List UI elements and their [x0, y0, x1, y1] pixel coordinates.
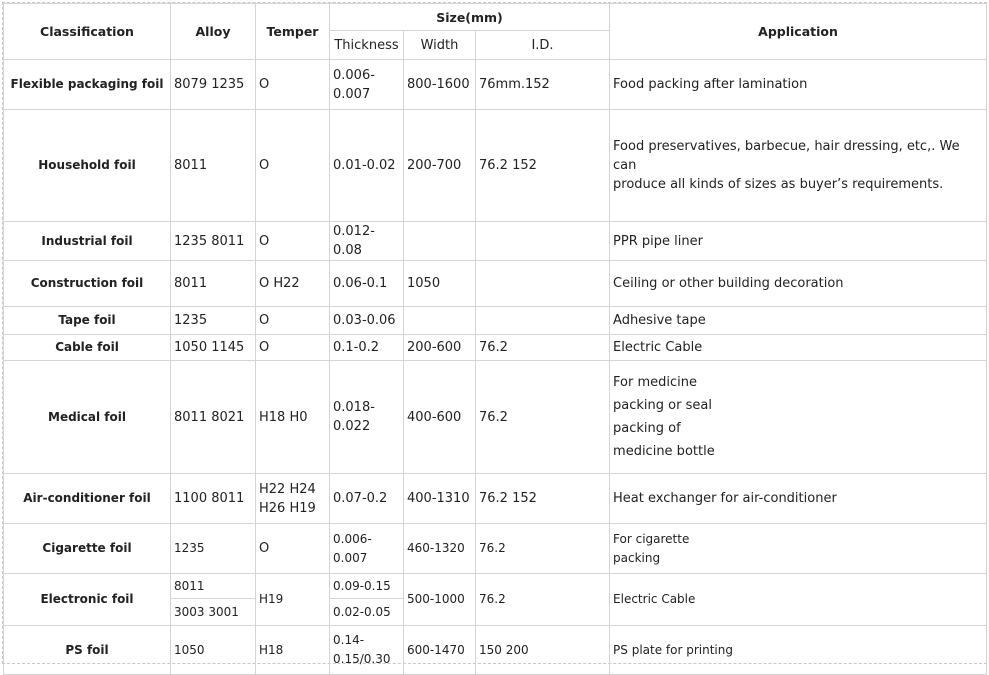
- width-cell: 400-600: [404, 361, 476, 474]
- thickness-cell: [330, 60, 404, 110]
- width-cell: 460-1320: [404, 524, 476, 574]
- width-cell: 500-1000: [404, 574, 476, 626]
- thickness-cell: 0.06-0.1: [330, 261, 404, 307]
- thickness-line: 0.018-: [333, 400, 375, 415]
- id-cell: 76mm.152: [476, 60, 610, 110]
- application-line: medicine bottle: [613, 444, 715, 459]
- temper-cell: H19: [256, 574, 330, 626]
- alloy-cell: 1050: [171, 626, 256, 675]
- id-cell: 76.2 152: [476, 110, 610, 222]
- id-cell: 76.2: [476, 335, 610, 361]
- temper-cell: O: [256, 110, 330, 222]
- table-row: [4, 574, 987, 599]
- header-thickness: Thickness: [330, 31, 404, 60]
- application-cell: Electric Cable: [610, 335, 987, 361]
- header-size: Size(mm): [330, 4, 610, 31]
- alloy-cell: 1235: [171, 524, 256, 574]
- id-cell: 76.2 152: [476, 474, 610, 524]
- temper-cell: O: [256, 60, 330, 110]
- table-row: [4, 626, 987, 675]
- classification-cell: Flexible packaging foil: [4, 60, 171, 110]
- table-row: [4, 261, 987, 307]
- thickness-cell: 0.09-0.15: [330, 574, 404, 599]
- thickness-line: 0.006-: [333, 67, 375, 83]
- alloy-cell: 8011: [171, 110, 256, 222]
- classification-cell: Air-conditioner foil: [4, 474, 171, 524]
- alloy-cell: 8079 1235: [171, 60, 256, 110]
- width-cell: 1050: [404, 261, 476, 307]
- header-id: I.D.: [476, 31, 610, 60]
- classification-cell: PS foil: [4, 626, 171, 675]
- thickness-cell: 0.02-0.05: [330, 599, 404, 626]
- classification-cell: Construction foil: [4, 261, 171, 307]
- header-classification: Classification: [4, 4, 171, 60]
- classification-cell: Tape foil: [4, 307, 171, 335]
- temper-cell: O H22: [256, 261, 330, 307]
- table-row: [4, 307, 987, 335]
- thickness-cell: [330, 626, 404, 675]
- classification-cell: Electronic foil: [4, 574, 171, 626]
- application-line: For cigarette: [613, 531, 690, 546]
- temper-line: H22 H24: [259, 481, 316, 497]
- alloy-cell: 8011 8021: [171, 361, 256, 474]
- classification-cell: Cigarette foil: [4, 524, 171, 574]
- temper-cell: H18: [256, 626, 330, 675]
- application-cell: [610, 524, 987, 574]
- thickness-cell: 0.01-0.02: [330, 110, 404, 222]
- table-row: [4, 60, 987, 110]
- application-cell: Heat exchanger for air-conditioner: [610, 474, 987, 524]
- classification-cell: Cable foil: [4, 335, 171, 361]
- header-alloy: Alloy: [171, 4, 256, 60]
- application-line: packing: [613, 550, 661, 565]
- thickness-line: 0.007: [333, 86, 371, 102]
- table-row: [4, 361, 987, 474]
- alloy-cell: 3003 3001: [171, 599, 256, 626]
- thickness-cell: 0.07-0.2: [330, 474, 404, 524]
- header-application: Application: [610, 4, 987, 60]
- thickness-cell: 0.03-0.06: [330, 307, 404, 335]
- width-cell: 200-600: [404, 335, 476, 361]
- alloy-cell: 1050 1145: [171, 335, 256, 361]
- thickness-line: 0.15/0.30: [333, 652, 391, 666]
- application-cell: PPR pipe liner: [610, 222, 987, 261]
- width-cell: 800-1600: [404, 60, 476, 110]
- temper-cell: O: [256, 307, 330, 335]
- application-line: produce all kinds of sizes as buyer’s requirements.: [613, 177, 944, 192]
- alloy-cell: 1235: [171, 307, 256, 335]
- id-cell: [476, 307, 610, 335]
- alloy-cell: 8011: [171, 261, 256, 307]
- alloy-cell: 1100 8011: [171, 474, 256, 524]
- id-cell: 76.2: [476, 361, 610, 474]
- id-cell: 76.2: [476, 574, 610, 626]
- application-cell: PS plate for printing: [610, 626, 987, 675]
- table-row: [4, 110, 987, 222]
- table-row: [4, 524, 987, 574]
- thickness-cell: 0.1-0.2: [330, 335, 404, 361]
- application-line: packing or seal: [613, 398, 712, 413]
- thickness-cell: [330, 361, 404, 474]
- temper-cell: O: [256, 335, 330, 361]
- application-cell: Adhesive tape: [610, 307, 987, 335]
- application-cell: [610, 361, 987, 474]
- table-row: [4, 474, 987, 524]
- thickness-cell: 0.012-0.08: [330, 222, 404, 261]
- application-cell: Electric Cable: [610, 574, 987, 626]
- thickness-line: 0.022: [333, 419, 371, 434]
- id-cell: [476, 261, 610, 307]
- width-cell: [404, 307, 476, 335]
- header-row: [4, 4, 987, 31]
- id-cell: 150 200: [476, 626, 610, 675]
- thickness-cell: 0.006-0.007: [330, 524, 404, 574]
- application-cell: Food packing after lamination: [610, 60, 987, 110]
- table-row: [4, 222, 987, 261]
- classification-cell: Medical foil: [4, 361, 171, 474]
- width-cell: [404, 222, 476, 261]
- temper-cell: [256, 474, 330, 524]
- application-line: packing of: [613, 421, 681, 436]
- application-cell: Ceiling or other building decoration: [610, 261, 987, 307]
- temper-cell: O: [256, 222, 330, 261]
- header-temper: Temper: [256, 4, 330, 60]
- alloy-cell: 1235 8011: [171, 222, 256, 261]
- application-cell: [610, 110, 987, 222]
- application-line: Food preservatives, barbecue, hair dressing, etc,. We can: [613, 139, 960, 173]
- alloy-cell: 8011: [171, 574, 256, 599]
- id-cell: 76.2: [476, 524, 610, 574]
- header-width: Width: [404, 31, 476, 60]
- width-cell: 200-700: [404, 110, 476, 222]
- classification-cell: Industrial foil: [4, 222, 171, 261]
- thickness-line: 0.14-: [333, 633, 365, 647]
- id-cell: [476, 222, 610, 261]
- width-cell: 600-1470: [404, 626, 476, 675]
- temper-line: H26 H19: [259, 500, 316, 516]
- foil-spec-table: [3, 3, 987, 675]
- temper-cell: H18 H0: [256, 361, 330, 474]
- table-row: [4, 335, 987, 361]
- temper-cell: O: [256, 524, 330, 574]
- width-cell: 400-1310: [404, 474, 476, 524]
- application-line: For medicine: [613, 375, 697, 390]
- classification-cell: Household foil: [4, 110, 171, 222]
